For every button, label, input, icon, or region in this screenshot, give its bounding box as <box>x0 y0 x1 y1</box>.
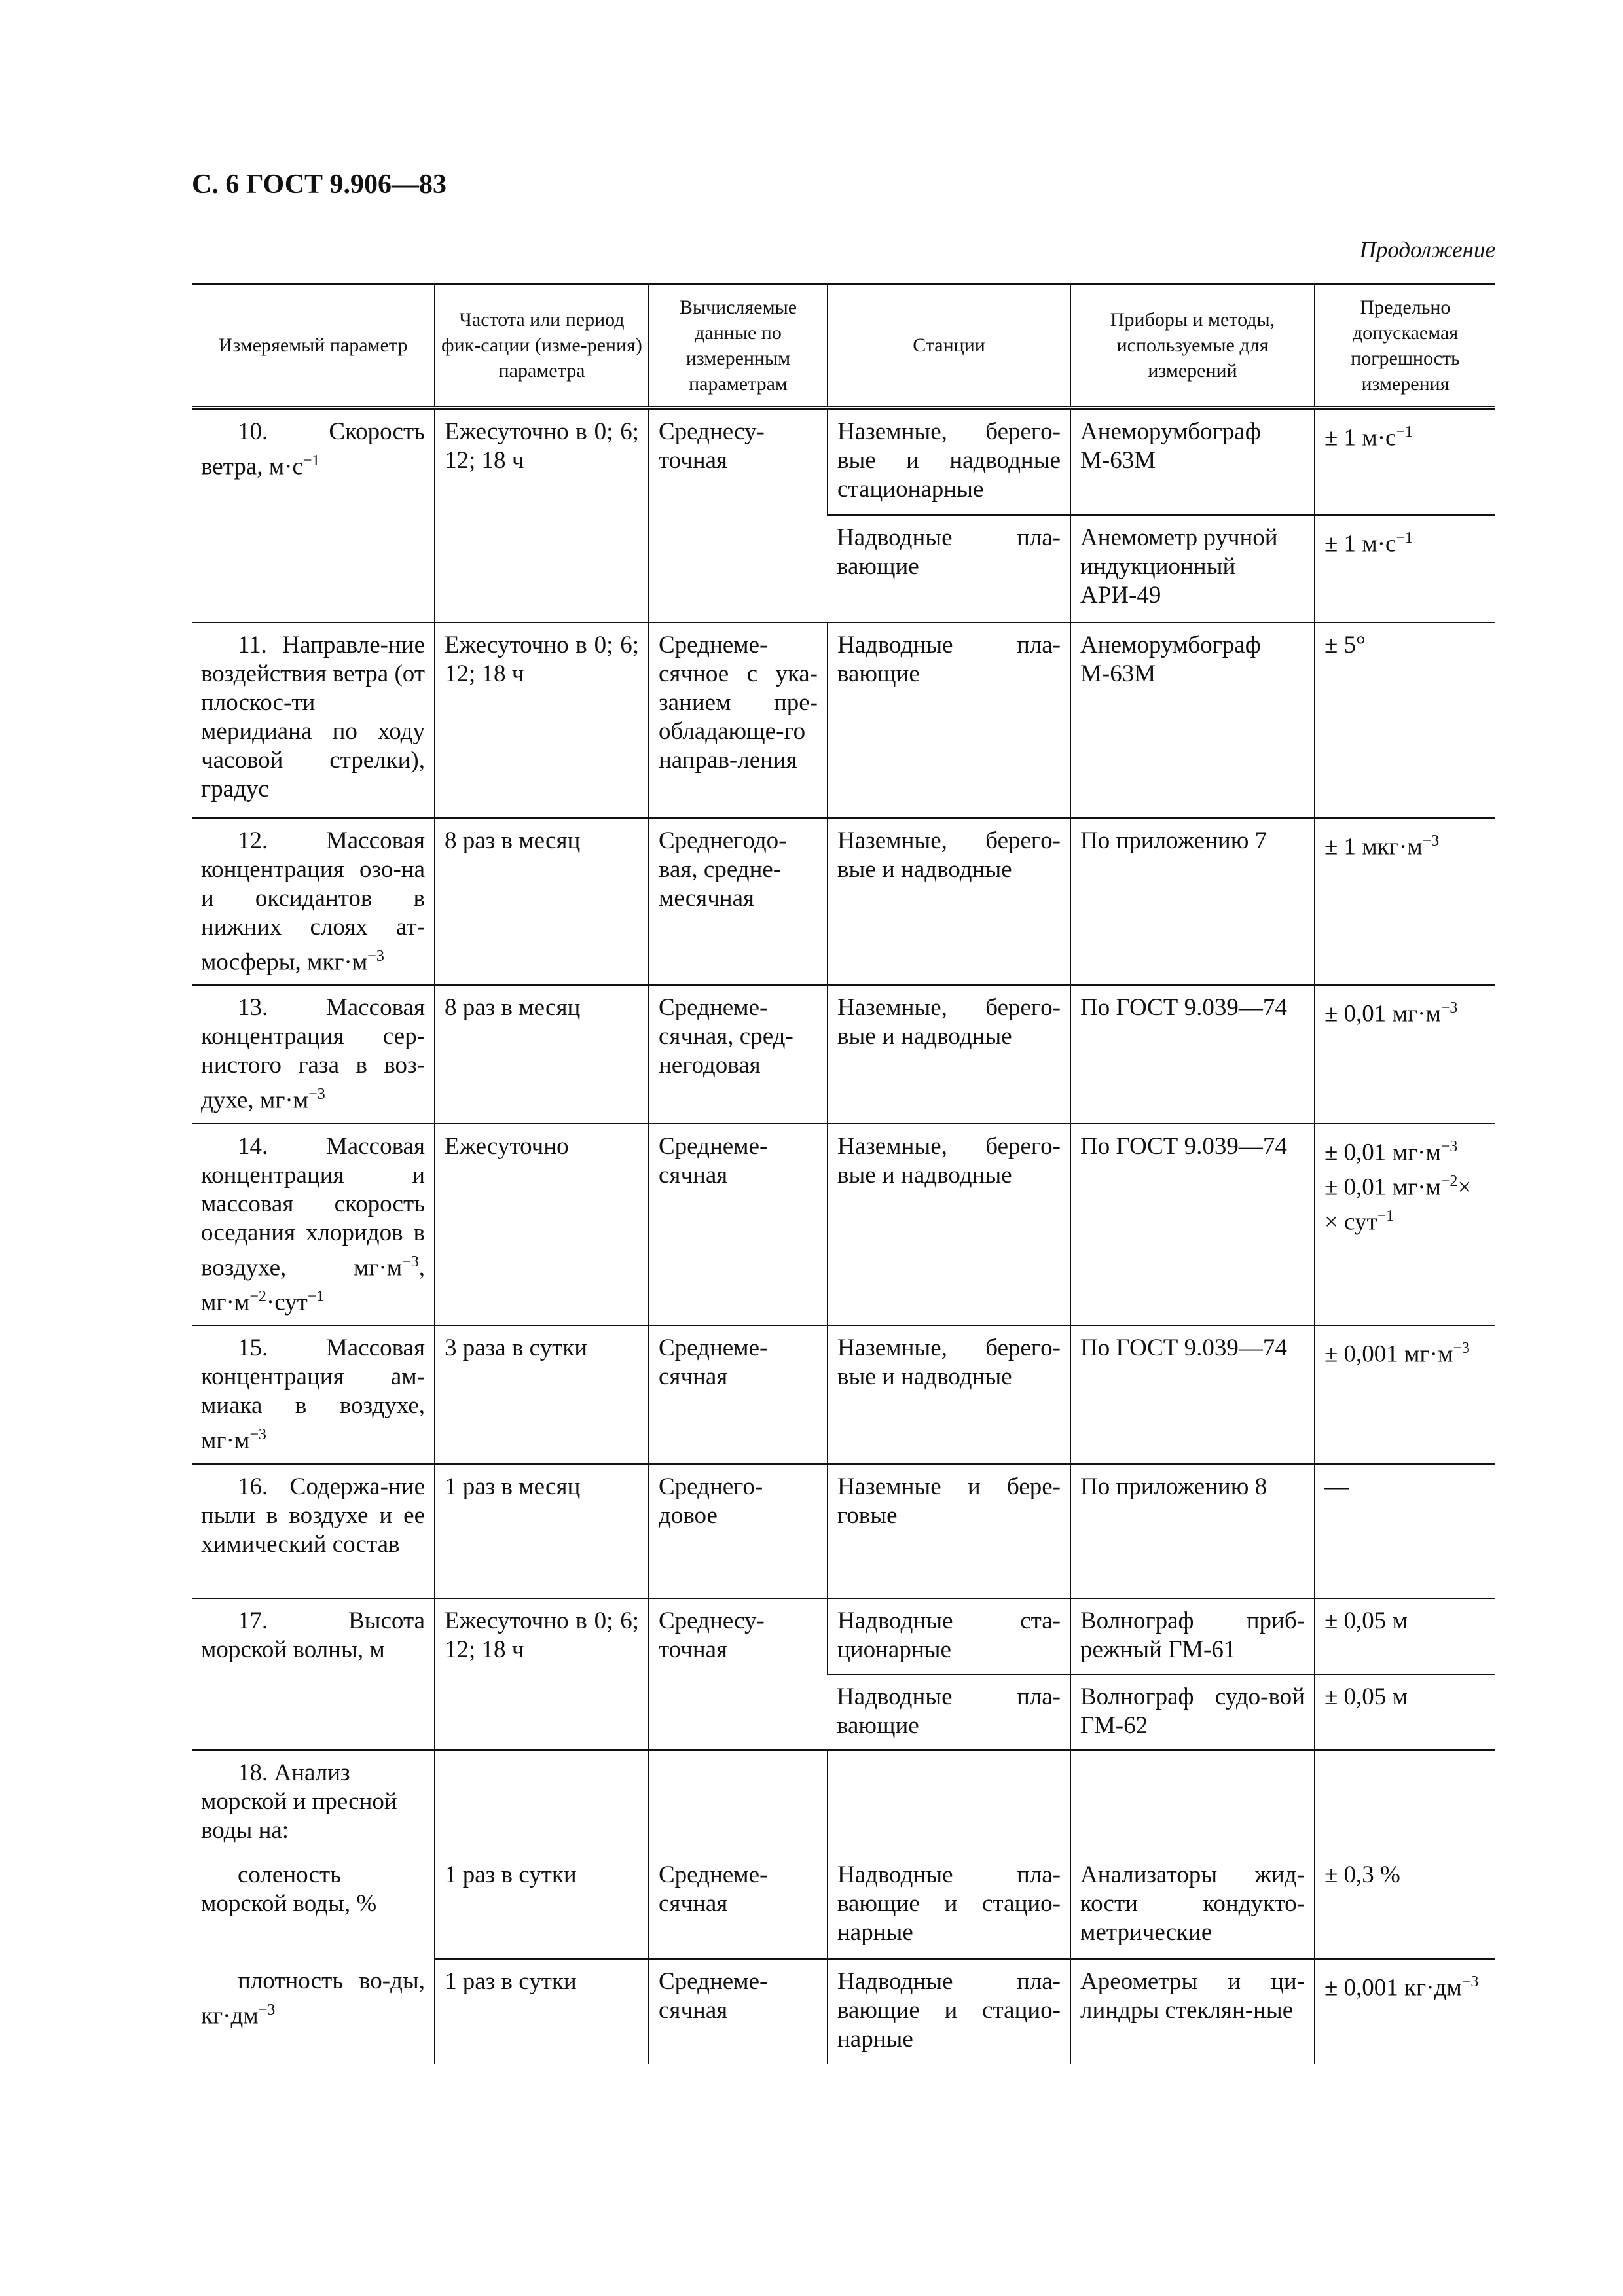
table-row <box>192 1853 1495 1959</box>
param-cell: 15. Массовая концентрация ам-миака в воздухе, $мг\cdot м^{-3}$ <box>192 1325 435 1463</box>
table-row <box>192 985 1495 1123</box>
param-cell: 12. Массовая концентрация озо-на и оксидантов в нижних слоях ат-мосферы, $мкг\cdot м^{-3}$ <box>192 818 435 985</box>
station-cell: Наземные, берего-вые и надводные стационарные <box>828 408 1070 515</box>
param-cell: плотность во-ды, $кг\cdot дм^{-3}$ <box>201 1967 425 2029</box>
frequency-cell: 1 раз в сутки <box>435 1959 649 2064</box>
station-cell: Наземные, берего-вые и надводные <box>828 985 1070 1123</box>
error-cell: ± 0,05 м <box>1315 1598 1495 1674</box>
param-cell: 18. Анализ морской и пресной воды на: <box>192 1750 435 1853</box>
frequency-cell: Ежесуточно в 0; 6; 12; 18 ч <box>435 408 649 622</box>
calculated-cell: Среднеме-сячная, сред-негодовая <box>649 985 828 1123</box>
device-cell: Ареометры и ци-линдры стеклян-ные <box>1070 1959 1315 2064</box>
table-row <box>192 1325 1495 1463</box>
station-cell: Надводные пла-вающие <box>828 515 1070 622</box>
col-header-stations: Станции <box>828 284 1070 408</box>
device-cell: По приложению 7 <box>1070 818 1315 985</box>
table-row <box>192 818 1495 985</box>
param-cell: соленость морской воды, % <box>201 1861 377 1917</box>
col-header-devices: Приборы и методы, используемые для измерений <box>1070 284 1315 408</box>
continuation-label: Продолжение <box>1359 237 1495 262</box>
device-cell: Анализаторы жид-кости кондукто-метрические <box>1070 1853 1315 1959</box>
frequency-cell: 8 раз в месяц <box>435 818 649 985</box>
table-header-row <box>192 284 1495 408</box>
calculated-cell: Среднеме-сячная <box>649 1124 828 1326</box>
station-cell: Наземные, берего-вые и надводные <box>828 818 1070 985</box>
device-cell: По приложению 8 <box>1070 1464 1315 1598</box>
col-header-error: Предельно допускаемая погрешность измерения <box>1315 284 1495 408</box>
error-cell: ± 0,05 м <box>1315 1674 1495 1750</box>
calculated-cell: Среднесу-точная <box>649 408 828 622</box>
device-cell: По ГОСТ 9.039—74 <box>1070 1124 1315 1326</box>
device-cell: По ГОСТ 9.039—74 <box>1070 985 1315 1123</box>
table-row <box>192 1124 1495 1326</box>
calculated-cell: Среднеме-сячная <box>649 1325 828 1463</box>
device-cell: Анемометр ручной индукционный АРИ-49 <box>1070 515 1315 622</box>
frequency-cell <box>435 1750 649 1853</box>
error-cell: ± 0,01 $мг\cdot м^{-3}$ ± 0,01 $мг\cdot м^{-2}\times$ × сут$^{-1}$ <box>1315 1124 1495 1326</box>
col-header-frequency: Частота или период фик-сации (изме-рения) параметра <box>435 284 649 408</box>
table-row <box>192 1598 1495 1674</box>
param-cell: 10. Скорость ветра, $м\cdot с^{-1}$ <box>201 418 425 480</box>
error-cell: — <box>1315 1464 1495 1598</box>
error-cell <box>1315 1750 1495 1853</box>
frequency-cell: 1 раз в сутки <box>435 1853 649 1959</box>
error-cell: ± 0,01 $мг\cdot м^{-3}$ <box>1315 985 1495 1123</box>
table-row <box>192 622 1495 818</box>
station-cell: Надводные пла-вающие и стацио-нарные <box>828 1959 1070 2064</box>
error-cell: ± 0,3 % <box>1315 1853 1495 1959</box>
device-cell: Анеморумбограф М-63М <box>1070 622 1315 818</box>
device-cell: Волнограф приб-режный ГМ-61 <box>1070 1598 1315 1674</box>
parameters-table <box>192 283 1495 2064</box>
station-cell: Наземные, берего-вые и надводные <box>828 1325 1070 1463</box>
error-cell: ± 1 $м\cdot с^{-1}$ <box>1315 515 1495 622</box>
col-header-parameter: Измеряемый параметр <box>192 284 435 408</box>
frequency-cell: 8 раз в месяц <box>435 985 649 1123</box>
error-cell: ± 1 $м\cdot с^{-1}$ <box>1315 408 1495 515</box>
error-cell: ± 0,001 $кг\cdot дм^{-3}$ <box>1315 1959 1495 2064</box>
frequency-cell: 1 раз в месяц <box>435 1464 649 1598</box>
device-cell: По ГОСТ 9.039—74 <box>1070 1325 1315 1463</box>
frequency-cell: Ежесуточно в 0; 6; 12; 18 ч <box>435 1598 649 1750</box>
station-cell: Наземные, берего-вые и надводные <box>828 1124 1070 1326</box>
frequency-cell: Ежесуточно в 0; 6; 12; 18 ч <box>435 622 649 818</box>
station-cell: Наземные и бере-говые <box>828 1464 1070 1598</box>
param-cell: 14. Массовая концентрация и массовая скорость оседания хлоридов в воздухе, $мг\cdot м^{-3}$, $мг\cdot м^{-2}\cdot сут^{-1}$ <box>192 1124 435 1326</box>
device-cell <box>1070 1750 1315 1853</box>
station-cell <box>828 1750 1070 1853</box>
error-cell: ± 0,001 $мг\cdot м^{-3}$ <box>1315 1325 1495 1463</box>
frequency-cell: Ежесуточно <box>435 1124 649 1326</box>
station-cell: Надводные пла-вающие <box>828 622 1070 818</box>
error-cell: ± 5° <box>1315 622 1495 818</box>
calculated-cell <box>649 1750 828 1853</box>
param-cell: 16. Содержа-ние пыли в воздухе и ее химический состав <box>192 1464 435 1598</box>
station-cell: Надводные пла-вающие и стацио-нарные <box>828 1853 1070 1959</box>
table-row <box>192 1464 1495 1598</box>
calculated-cell: Среднеме-сячная <box>649 1959 828 2064</box>
table-row <box>192 408 1495 515</box>
page-header: С. 6 ГОСТ 9.906—83 <box>192 170 447 200</box>
station-cell: Надводные пла-вающие <box>828 1674 1070 1750</box>
param-cell: 17. Высота морской волны, м <box>192 1598 435 1750</box>
param-cell: 11. Направле-ние воздействия ветра (от плоскос-ти меридиана по ходу часовой стрелки), градус <box>192 622 435 818</box>
calculated-cell: Среднеме-сячное с ука-занием пре-обладающе-го направ-ления <box>649 622 828 818</box>
table-row <box>192 1959 1495 2064</box>
calculated-cell: Среднегодо-вая, средне-месячная <box>649 818 828 985</box>
table-row <box>192 1750 1495 1853</box>
device-cell: Волнограф судо-вой ГМ-62 <box>1070 1674 1315 1750</box>
calculated-cell: Среднесу-точная <box>649 1598 828 1750</box>
device-cell: Анеморумбограф М-63М <box>1070 408 1315 515</box>
station-cell: Надводные ста-ционарные <box>828 1598 1070 1674</box>
param-cell: 13. Массовая концентрация сер-нистого газа в воз-духе, $мг\cdot м^{-3}$ <box>192 985 435 1123</box>
col-header-calculated: Вычисляемые данные по измеренным параметрам <box>649 284 828 408</box>
error-cell: ± 1 $мкг\cdot м^{-3}$ <box>1315 818 1495 985</box>
frequency-cell: 3 раза в сутки <box>435 1325 649 1463</box>
calculated-cell: Среднеме-сячная <box>649 1853 828 1959</box>
calculated-cell: Среднего-довое <box>649 1464 828 1598</box>
